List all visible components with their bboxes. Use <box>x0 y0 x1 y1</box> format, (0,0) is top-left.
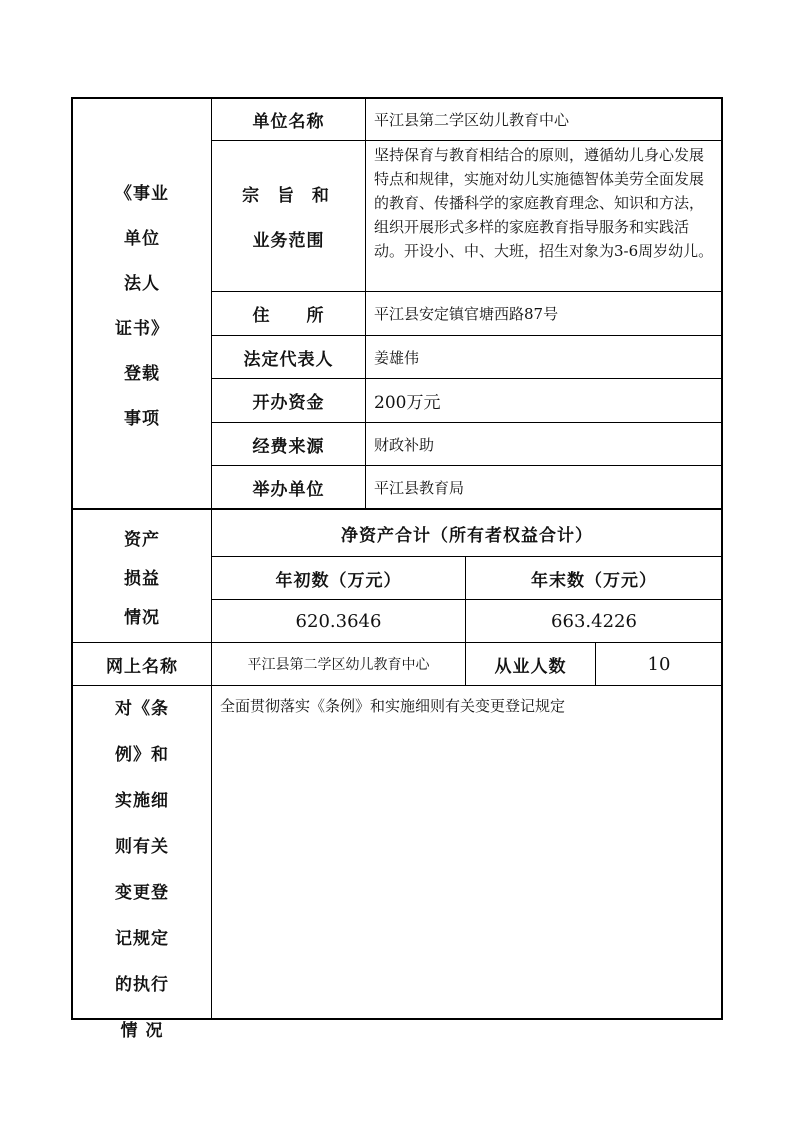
implementation-value: 全面贯彻落实《条例》和实施细则有关变更登记规定 <box>220 697 566 715</box>
employees-value: 10 <box>647 653 671 675</box>
net-assets-header: 净资产合计（所有者权益合计） <box>341 525 593 546</box>
section2-label-line: 损益 <box>124 568 160 589</box>
section1-label <box>73 99 211 508</box>
section1-label-line: 法人 <box>124 273 160 294</box>
sponsor-label: 举办单位 <box>252 479 325 500</box>
section2-label <box>73 510 211 642</box>
section4-label-line: 变更登 <box>115 883 169 903</box>
sponsor-value: 平江县教育局 <box>374 478 465 497</box>
begin-year-value: 620.3646 <box>295 610 382 632</box>
address-value: 平江县安定镇官塘西路87号 <box>374 305 559 323</box>
col-divider-2 <box>365 97 366 509</box>
section1-label-line: 证书》 <box>115 318 169 339</box>
section4-label-line: 则有关 <box>115 837 169 857</box>
section1-label-line: 登载 <box>124 363 160 384</box>
capital-label: 开办资金 <box>252 393 325 413</box>
online-name-value: 平江县第二学区幼儿教育中心 <box>247 657 430 673</box>
funding-value: 财政补助 <box>374 435 435 454</box>
section4-label <box>73 686 211 1041</box>
section4-label-line: 记规定 <box>115 929 169 949</box>
purpose-label-line: 宗 旨 和 <box>242 186 335 206</box>
section2-label-line: 资产 <box>124 529 160 550</box>
border-bottom <box>71 1018 723 1020</box>
section4-label-line: 对《条 <box>115 699 169 719</box>
funding-label: 经费来源 <box>252 436 325 457</box>
end-year-label: 年末数（万元） <box>531 570 657 591</box>
online-name-label: 网上名称 <box>106 656 178 677</box>
capital-value: 200万元 <box>374 393 441 413</box>
address-label: 住 所 <box>252 306 325 326</box>
unit-name-label: 单位名称 <box>252 112 325 132</box>
purpose-value: 坚持保育与教育相结合的原则，遵循幼儿身心发展特点和规律，实施对幼儿实施德智体美劳全面发展的教育、传播科学的家庭教育理念、知识和方法，组织开展形式多样的家庭教育指导服务和实践活动。开设小、中、大班，招生对象为3-6周岁幼儿。 <box>374 146 714 260</box>
section1-label-line: 《事业 <box>115 183 169 204</box>
employees-label: 从业人数 <box>494 656 567 677</box>
section1-label-line: 事项 <box>124 408 160 429</box>
section4-label-line: 例》和 <box>115 745 169 765</box>
end-year-value: 663.4226 <box>551 610 637 632</box>
unit-name-value: 平江县第二学区幼儿教育中心 <box>374 111 570 129</box>
legal-rep-label: 法定代表人 <box>243 349 334 370</box>
section4-label-line: 情 况 <box>120 1021 164 1041</box>
section4-label-line: 实施细 <box>115 791 169 811</box>
legal-rep-value: 姜雄伟 <box>374 348 420 367</box>
purpose-label <box>212 141 365 291</box>
section4-label-line: 的执行 <box>115 975 169 995</box>
section1-label-line: 单位 <box>124 228 160 249</box>
purpose-label-line: 业务范围 <box>252 231 325 251</box>
section2-label-line: 情况 <box>124 607 160 628</box>
begin-year-label: 年初数（万元） <box>275 570 402 591</box>
